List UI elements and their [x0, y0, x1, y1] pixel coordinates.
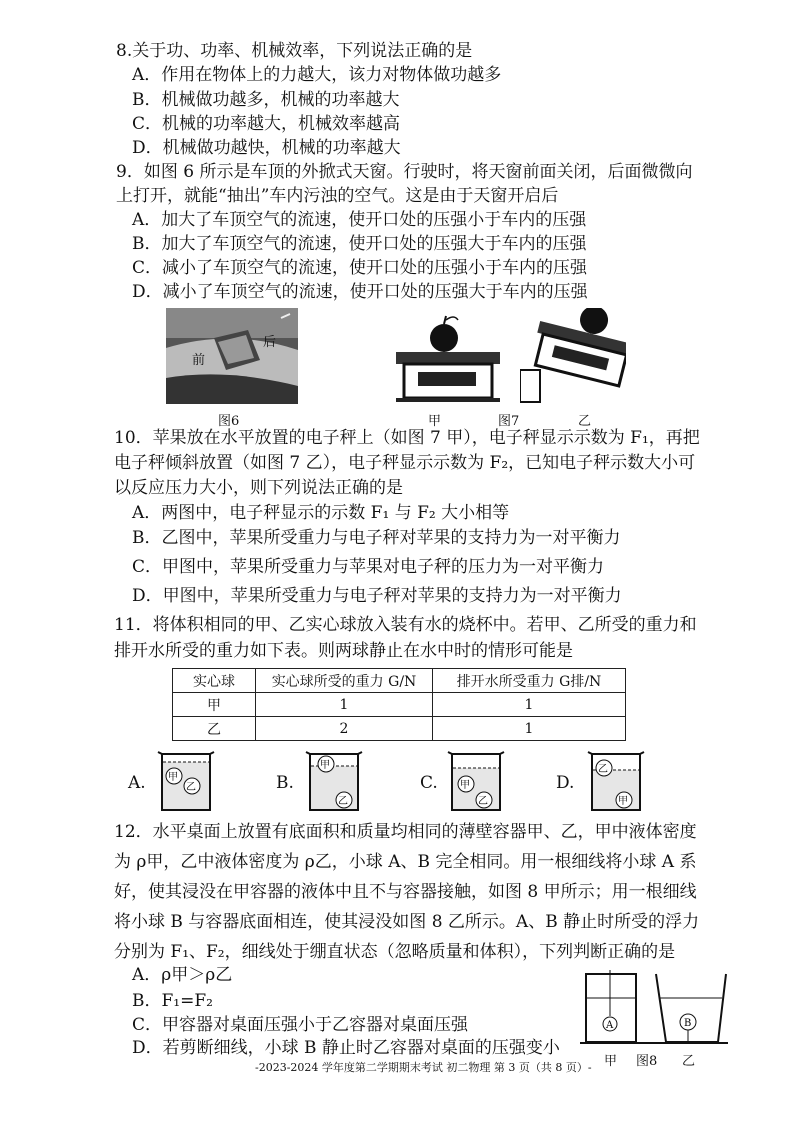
- table-row: [173, 717, 626, 741]
- table-cell: 1: [433, 693, 626, 717]
- ball-yi-label: 乙: [478, 796, 488, 807]
- table-row: [173, 693, 626, 717]
- q11-beaker-c: [444, 748, 508, 814]
- ball-yi-label: 乙: [598, 764, 608, 775]
- q11-choice-a-label: A.: [128, 773, 146, 793]
- fig6-front-label: 前: [192, 353, 206, 368]
- q12-stem-3: 好，使其浸没在甲容器的液体中且不与容器接触，如图 8 甲所示；用一根细线: [114, 882, 697, 902]
- fig7-jia-label: 甲: [428, 414, 442, 429]
- q11-beaker-d: [584, 748, 648, 814]
- fig8-jia-label: 甲: [604, 1054, 618, 1069]
- q12-option-b: B．F₁=F₂: [132, 991, 213, 1011]
- table-header: 实心球: [173, 669, 256, 693]
- ball-a-label: A: [606, 1020, 614, 1031]
- q10-option-b: B．乙图中，苹果所受重力与电子秤对苹果的支持力为一对平衡力: [132, 528, 621, 548]
- ball-jia-label: 甲: [320, 760, 330, 771]
- ball-jia-label: 甲: [168, 772, 178, 783]
- q11-stem-1: 11．将体积相同的甲、乙实心球放入装有水的烧杯中。若甲、乙所受的重力和: [114, 615, 697, 635]
- q11-beaker-b: [302, 748, 366, 814]
- q11-table: [172, 668, 626, 741]
- table-cell: 乙: [173, 717, 256, 741]
- table-cell: 2: [256, 717, 433, 741]
- page-footer: -2023-2024 学年度第二学期期末考试 初二物理 第 3 页（共 8 页）-: [255, 1061, 592, 1074]
- ball-b-label: B: [684, 1018, 692, 1029]
- fig7-jia-scale: [396, 308, 500, 404]
- ball-jia-label: 甲: [460, 780, 470, 791]
- q12-stem-5: 分别为 F₁、F₂，细线处于绷直状态（忽略质量和体积），下列判断正确的是: [114, 942, 676, 962]
- q10-option-a: A．两图中，电子秤显示的示数 F₁ 与 F₂ 大小相等: [132, 503, 510, 523]
- q10-stem-1: 10．苹果放在水平放置的电子秤上（如图 7 甲），电子秤显示示数为 F₁，再把: [114, 428, 700, 448]
- ball-yi-label: 乙: [186, 782, 196, 793]
- q8-option-a: A．作用在物体上的力越大，该力对物体做功越多: [132, 65, 502, 85]
- q11-choice-c-label: C.: [420, 773, 438, 793]
- q12-option-a: A．ρ甲＞ρ乙: [132, 965, 233, 985]
- q9-stem-2: 上打开，就能“抽出”车内污浊的空气。这是由于天窗开启后: [116, 186, 559, 206]
- q10-stem-3: 以反应压力大小，则下列说法正确的是: [114, 478, 403, 498]
- table-header: 排开水所受重力 G排/N: [433, 669, 626, 693]
- q11-choice-d-label: D.: [556, 773, 575, 793]
- fig7-yi-scale: [520, 308, 626, 404]
- q8-option-b: B．机械做功越多，机械的功率越大: [132, 90, 400, 110]
- q10-stem-2: 电子秤倾斜放置（如图 7 乙），电子秤显示示数为 F₂，已知电子秤示数大小可: [114, 453, 696, 473]
- q9-stem-1: 9．如图 6 所示是车顶的外掀式天窗。行驶时，将天窗前面关闭，后面微微向: [116, 162, 693, 182]
- fig7-yi-label: 乙: [578, 414, 592, 429]
- q10-option-d: D．甲图中，苹果所受重力与电子秤对苹果的支持力为一对平衡力: [132, 586, 622, 606]
- q9-option-b: B．加大了车顶空气的流速，使开口处的压强大于车内的压强: [132, 234, 587, 254]
- ball-jia-label: 甲: [618, 796, 628, 807]
- table-cell: 甲: [173, 693, 256, 717]
- table-cell: 1: [433, 717, 626, 741]
- q8-option-d: D．机械做功越快，机械的功率越大: [132, 138, 401, 158]
- table-header: 实心球所受的重力 G/N: [256, 669, 433, 693]
- q11-beaker-a: [154, 748, 218, 814]
- fig8-containers: [580, 970, 728, 1050]
- q8-option-c: C．机械的功率越大，机械效率越高: [132, 114, 401, 134]
- q12-stem-4: 将小球 B 与容器底面相连，使其浸没如图 8 乙所示。A、B 静止时所受的浮力: [114, 912, 700, 932]
- fig6-back-label: 后: [263, 335, 277, 350]
- q10-option-c: C．甲图中，苹果所受重力与苹果对电子秤的压力为一对平衡力: [132, 557, 605, 577]
- q9-option-c: C．减小了车顶空气的流速，使开口处的压强小于车内的压强: [132, 258, 588, 278]
- q9-option-a: A．加大了车顶空气的流速，使开口处的压强小于车内的压强: [132, 210, 587, 230]
- q11-stem-2: 排开水所受的重力如下表。则两球静止在水中时的情形可能是: [114, 641, 573, 661]
- fig7-caption: 图7: [498, 414, 520, 429]
- table-cell: 1: [256, 693, 433, 717]
- q8-stem: 8.关于功、功率、机械效率，下列说法正确的是: [116, 41, 473, 61]
- fig6-sunroof-photo: [166, 308, 298, 404]
- fig8-yi-label: 乙: [682, 1054, 696, 1069]
- q12-stem-2: 为 ρ甲，乙中液体密度为 ρ乙，小球 A、B 完全相同。用一根细线将小球 A 系: [114, 852, 697, 872]
- fig6-caption: 图6: [218, 414, 240, 429]
- q12-option-c: C．甲容器对桌面压强小于乙容器对桌面压强: [132, 1015, 469, 1035]
- q12-option-d: D．若剪断细线，小球 B 静止时乙容器对桌面的压强变小: [132, 1038, 560, 1058]
- table-header-row: [173, 669, 626, 693]
- q9-option-d: D．减小了车顶空气的流速，使开口处的压强大于车内的压强: [132, 282, 588, 302]
- ball-yi-label: 乙: [338, 796, 348, 807]
- q12-stem-1: 12．水平桌面上放置有底面积和质量均相同的薄壁容器甲、乙，甲中液体密度: [114, 822, 697, 842]
- q11-choice-b-label: B.: [276, 773, 294, 793]
- fig8-caption: 图8: [636, 1054, 658, 1069]
